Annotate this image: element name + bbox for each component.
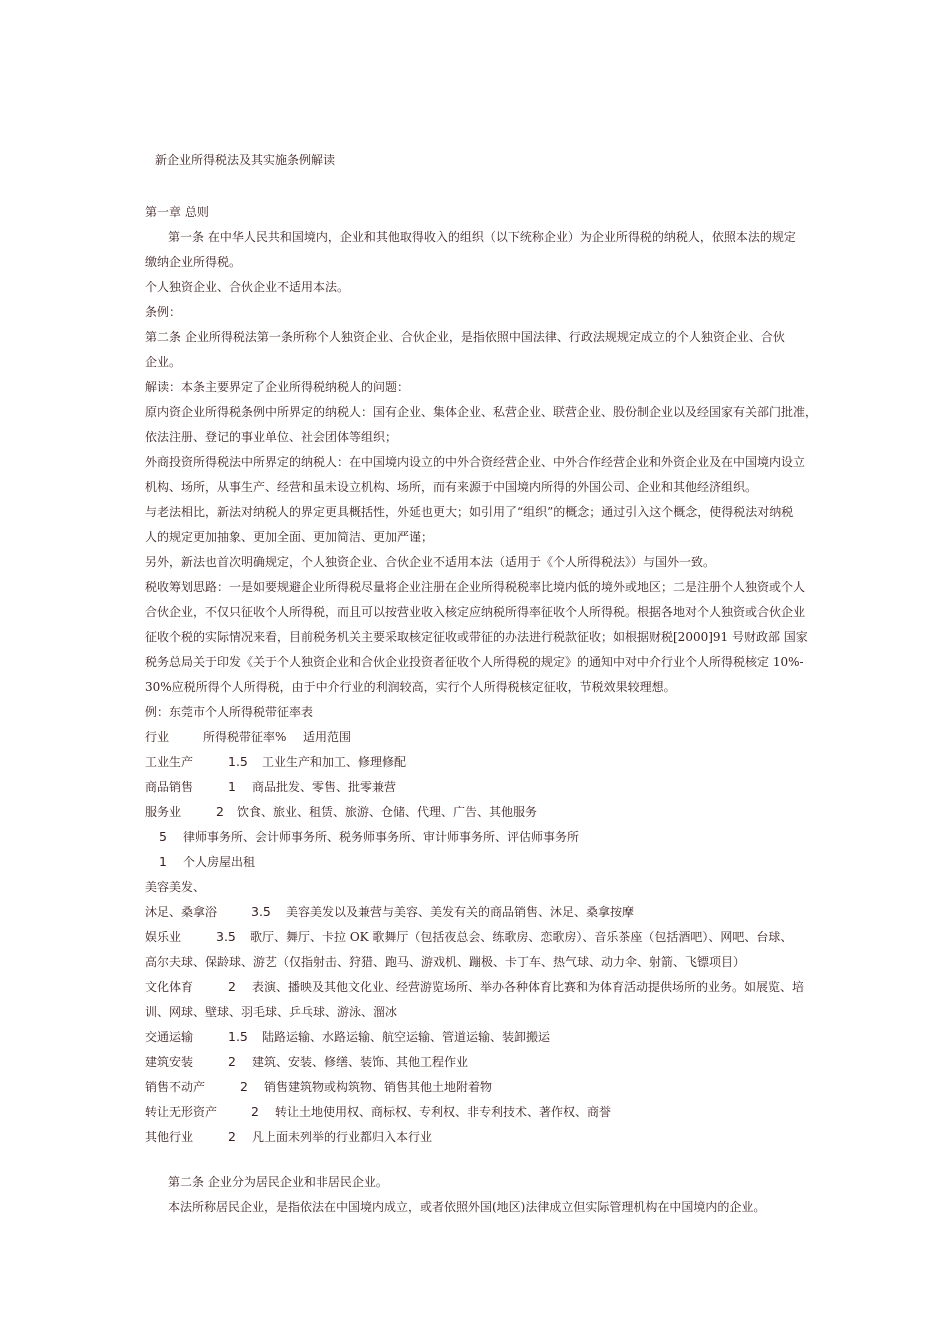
chapter-heading: 第一章 总则 — [145, 205, 209, 219]
table-row — [145, 879, 205, 895]
row-scope: 陆路运输、水路运输、航空运输、管道运输、装卸搬运 — [262, 1030, 551, 1044]
table-row — [145, 1104, 611, 1120]
table-header-scope: 适用范围 — [303, 730, 352, 744]
paragraph: 与老法相比，新法对纳税人的界定更具概括性，外延也更大；如引用了“组织”的概念；通过引入这个概念，使得税法对纳税 — [145, 505, 794, 519]
row-rate: 5 — [159, 829, 167, 844]
table-row — [145, 979, 804, 995]
row-scope: 表演、播映及其他文化业、经营游览场所、举办各种体育比赛和为体育活动提供场所的业务。如展览、培 — [252, 980, 805, 994]
row-scope: 高尔夫球、保龄球、游艺（仅指射击、狩猎、跑马、游戏机、蹦极、卡丁车、热气球、动力伞、射箭、飞镖项目） — [145, 955, 746, 969]
row-scope: 凡上面未列举的行业都归入本行业 — [252, 1130, 433, 1144]
row-industry: 美容美发、 — [145, 880, 206, 894]
paragraph: 另外，新法也首次明确规定，个人独资企业、合伙企业不适用本法（适用于《个人所得税法》）与国外一致。 — [145, 555, 716, 569]
paragraph: 外商投资所得税法中所界定的纳税人：在中国境内设立的中外合资经营企业、中外合作经营企业和外资企业及在中国境内设立 — [145, 455, 806, 469]
paragraph: 原内资企业所得税条例中所界定的纳税人：国有企业、集体企业、私营企业、联营企业、股份制企业以及经国家有关部门批准， — [145, 405, 818, 419]
document-title: 新企业所得税法及其实施条例解读 — [155, 153, 336, 167]
article-2-heading: 第二条 企业分为居民企业和非居民企业。 — [168, 1175, 388, 1189]
row-industry: 服务业 — [145, 805, 182, 819]
paragraph: 机构、场所，从事生产、经营和虽未设立机构、场所，而有来源于中国境内所得的外国公司、企业和其他经济组织。 — [145, 480, 758, 494]
paragraph: 税收筹划思路：一是如要规避企业所得税尽量将企业注册在企业所得税税率比境内低的境外或地区；二是注册个人独资或个人 — [145, 580, 806, 594]
table-row — [145, 929, 792, 945]
row-rate: 3.5 — [251, 904, 271, 919]
table-header-rate: 所得税带征率% — [203, 730, 287, 744]
paragraph: 依法注册、登记的事业单位、社会团体等组织； — [145, 430, 398, 444]
row-rate: 1 — [159, 854, 167, 869]
row-scope: 转让土地使用权、商标权、专利权、非专利技术、著作权、商誉 — [275, 1105, 612, 1119]
row-scope: 歌厅、舞厅、卡拉 OK 歌舞厅（包括夜总会、练歌房、恋歌房）、音乐茶座（包括酒吧）、网吧、台球、 — [250, 930, 793, 944]
article-1-text-cont: 缴纳企业所得税。 — [145, 255, 242, 269]
table-header — [145, 729, 351, 745]
paragraph: 征收个税的实际情况来看，目前税务机关主要采取核定征收或带征的办法进行税款征收；如根据财税[2000]91 号财政部 国家 — [145, 630, 808, 644]
row-industry: 销售不动产 — [145, 1080, 206, 1094]
row-rate: 3.5 — [216, 929, 236, 944]
row-industry: 娱乐业 — [145, 930, 182, 944]
row-industry: 沐足、桑拿浴 — [145, 905, 218, 919]
row-rate: 2 — [228, 1054, 236, 1069]
interpretation-heading: 解读：本条主要界定了企业所得税纳税人的问题： — [145, 380, 410, 394]
row-rate: 2 — [251, 1104, 259, 1119]
table-row — [145, 1054, 468, 1070]
row-industry: 文化体育 — [145, 980, 194, 994]
row-scope: 工业生产和加工、修理修配 — [262, 755, 407, 769]
row-rate: 1 — [228, 779, 236, 794]
row-scope: 训、网球、壁球、羽毛球、乒乓球、游泳、溜冰 — [145, 1005, 398, 1019]
table-row — [145, 904, 634, 920]
table-row — [145, 954, 745, 970]
row-rate: 2 — [228, 979, 236, 994]
row-industry: 交通运输 — [145, 1030, 194, 1044]
regulation-article-2-cont: 企业。 — [145, 355, 182, 369]
table-row — [145, 1129, 432, 1145]
row-scope: 美容美发以及兼营与美容、美发有关的商品销售、沐足、桑拿按摩 — [286, 905, 635, 919]
row-scope: 商品批发、零售、批零兼营 — [252, 780, 397, 794]
row-rate: 2 — [228, 1129, 236, 1144]
table-row — [145, 754, 406, 770]
row-industry: 转让无形资产 — [145, 1105, 218, 1119]
row-scope: 建筑、安装、修缮、装饰、其他工程作业 — [252, 1055, 469, 1069]
article-2-text: 本法所称居民企业，是指依法在中国境内成立，或者依照外国(地区)法律成立但实际管理机构在中国境内的企业。 — [168, 1200, 766, 1214]
row-rate: 2 — [216, 804, 224, 819]
regulation-article-2: 第二条 企业所得税法第一条所称个人独资企业、合伙企业，是指依照中国法律、行政法规规定成立的个人独资企业、合伙 — [145, 330, 785, 344]
row-rate: 1.5 — [228, 1029, 248, 1044]
paragraph: 个人独资企业、合伙企业不适用本法。 — [145, 280, 350, 294]
row-scope: 饮食、旅业、租赁、旅游、仓储、代理、广告、其他服务 — [237, 805, 538, 819]
table-header-industry: 行业 — [145, 730, 170, 744]
table-row — [145, 1004, 397, 1020]
table-row — [145, 1029, 550, 1045]
row-scope: 个人房屋出租 — [183, 855, 256, 869]
paragraph: 税务总局关于印发《关于个人独资企业和合伙企业投资者征收个人所得税的规定》的通知中对中介行业个人所得税核定 10%- — [145, 655, 804, 669]
paragraph: 人的规定更加抽象、更加全面、更加简洁、更加严谨； — [145, 530, 434, 544]
table-row — [145, 829, 579, 845]
row-scope: 销售建筑物或构筑物、销售其他土地附着物 — [264, 1080, 493, 1094]
row-industry: 建筑安装 — [145, 1055, 194, 1069]
table-row — [145, 1079, 492, 1095]
table-row — [145, 804, 537, 820]
table-caption: 例：东莞市个人所得税带征率表 — [145, 705, 314, 719]
table-row — [145, 854, 255, 870]
row-industry: 商品销售 — [145, 780, 194, 794]
row-industry: 其他行业 — [145, 1130, 194, 1144]
row-rate: 1.5 — [228, 754, 248, 769]
article-1-text: 第一条 在中华人民共和国境内，企业和其他取得收入的组织（以下统称企业）为企业所得税的纳税人，依照本法的规定 — [168, 230, 796, 244]
paragraph: 30%应税所得个人所得税，由于中介行业的利润较高，实行个人所得税核定征收，节税效果较理想。 — [145, 680, 676, 694]
table-row — [145, 779, 396, 795]
row-rate: 2 — [240, 1079, 248, 1094]
row-scope: 律师事务所、会计师事务所、税务师事务所、审计师事务所、评估师事务所 — [183, 830, 580, 844]
paragraph: 合伙企业，不仅只征收个人所得税，而且可以按营业收入核定应纳税所得率征收个人所得税。根据各地对个人独资或合伙企业 — [145, 605, 806, 619]
regulation-label: 条例： — [145, 305, 182, 319]
row-industry: 工业生产 — [145, 755, 194, 769]
